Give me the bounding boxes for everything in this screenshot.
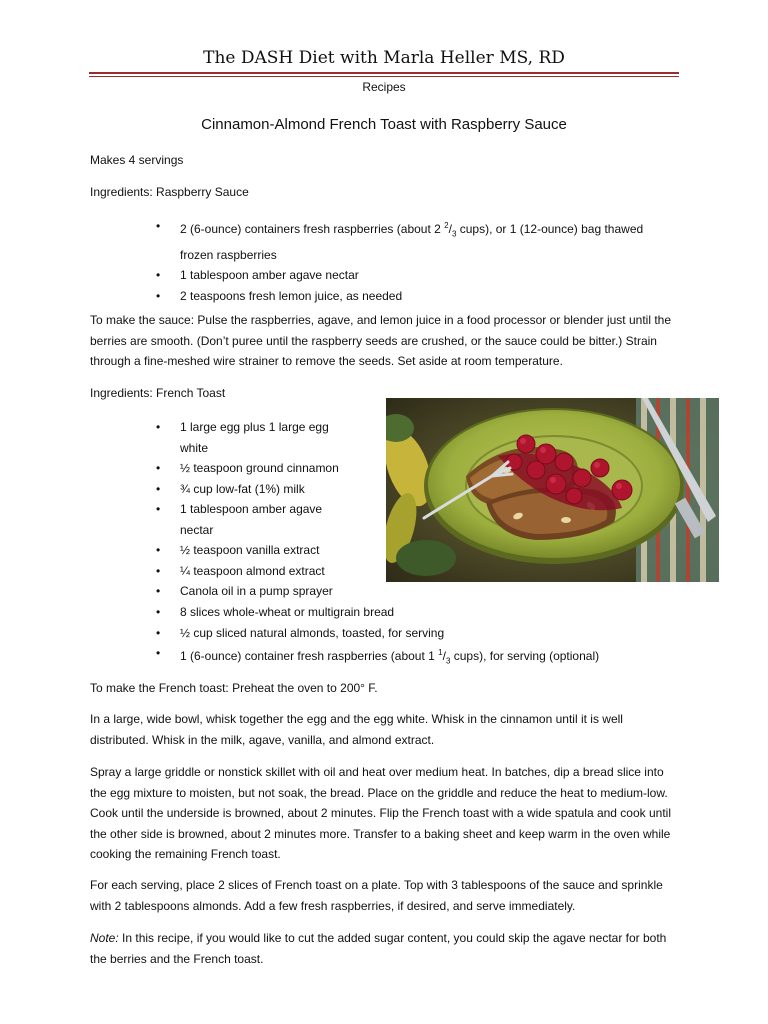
sauce-heading: Ingredients: Raspberry Sauce [90,185,249,199]
french-toast-photo [386,398,719,582]
list-item: • 1 large egg plus 1 large egg white [90,417,340,458]
recipe-title: Cinnamon-Almond French Toast with Raspberry Sauce [201,116,567,133]
header-rule-thin [89,76,679,77]
step-preheat: To make the French toast: Preheat the oven to 200° F. [90,681,378,695]
note [90,928,682,969]
servings: Makes 4 servings [90,153,184,167]
note-label: Note: [90,931,119,945]
header-rule [89,72,679,74]
list-item: • 2 (6-ounce) containers fresh raspberries (about 2 $^2/_3$ cups), or 1 (12-ounce) bag thawed frozen raspberries [90,216,672,265]
list-item: • 1 (6-ounce) container fresh raspberries (about 1 $^1/_3$ cups), for serving (optional) [90,643,690,672]
list-item: • ½ teaspoon ground cinnamon [90,458,340,479]
section-label: Recipes [362,80,406,94]
step-serve: For each serving, place 2 slices of French toast on a plate. Top with 3 tablespoons of the sauce and sprinkle with 2 tablespoons almonds. Add a few fresh raspberries, if desired, and serve immediately. [90,878,663,913]
list-item: • Canola oil in a pump sprayer [90,581,480,602]
list-item: • 2 teaspoons fresh lemon juice, as needed [90,286,682,307]
toast-ingredient-list-bottom [90,602,690,672]
toast-heading: Ingredients: French Toast [90,386,226,400]
step-whisk: In a large, wide bowl, whisk together the egg and the egg white. Whisk in the cinnamon until it is well distributed. Whisk in the milk, agave, vanilla, and almond extract. [90,712,623,747]
sauce-method: To make the sauce: Pulse the raspberries, agave, and lemon juice in a food processor or blender just until the berries are smooth. (Don’t puree until the raspberry seeds are crushed, or the sauce could be bitter.) Strain through a fine-meshed wire strainer to remove the seeds. Set aside at room temperature. [90,313,671,368]
list-item: • 1 tablespoon amber agave nectar [90,499,340,540]
toast-ingredient-list-top [90,417,390,602]
list-item: • ¼ teaspoon almond extract [90,561,340,582]
list-item: • 1 tablespoon amber agave nectar [90,265,682,286]
sauce-ingredient-list [90,216,682,306]
list-item: • 8 slices whole-wheat or multigrain bread [90,602,690,623]
note-text: In this recipe, if you would like to cut the added sugar content, you could skip the agave nectar for both the berries and the French toast. [90,931,667,966]
list-item: • ¾ cup low-fat (1%) milk [90,479,340,500]
list-item: • ½ cup sliced natural almonds, toasted, for serving [90,623,690,644]
document-title: The DASH Diet with Marla Heller MS, RD [203,48,565,68]
french-toast-illustration [386,398,719,582]
list-item: • ½ teaspoon vanilla extract [90,540,340,561]
step-cook: Spray a large griddle or nonstick skillet with oil and heat over medium heat. In batches, dip a bread slice into the egg mixture to moisten, but not soak, the bread. Place on the griddle and reduce the heat to medium-low. Cook until the underside is browned, about 2 minutes. Flip the French toast with a wide spatula and cook until the other side is browned, about 2 minutes more. Transfer to a baking sheet and keep warm in the oven while cooking the remaining French toast. [90,765,671,861]
